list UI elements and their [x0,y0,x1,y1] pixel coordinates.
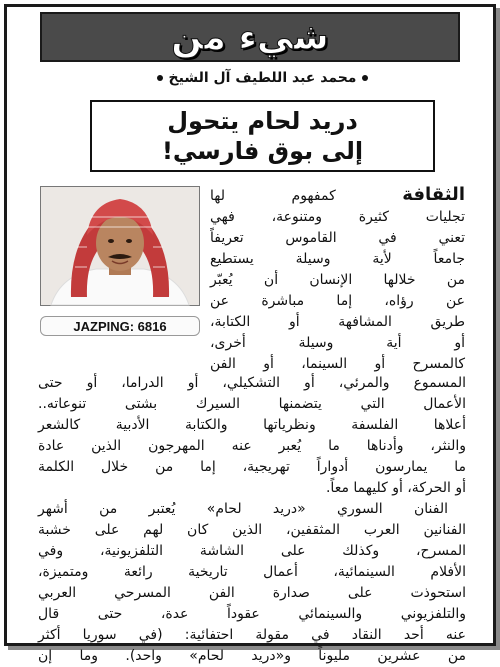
column-title: شيء من [171,16,329,58]
article-line: عنه أحد النقاد في مقولة احتفائية: (في سوريا أكثر [38,627,466,643]
article-line: أو أية وسيلة أخرى، [210,335,465,351]
article-line: الأعمال التي يتضمنها السيرك بشتى تنوعاته.. [38,396,466,412]
article-line: أعلاها الفلسفة ونظرياتها والكتابة الأدبية كالشعر [38,417,466,433]
article-line: أو الحركة، أو كليهما معاً. [325,480,466,496]
column-header-band [40,12,460,62]
article-line: الفنانين العرب المثقفين، الذين كان لهم على خشبة [38,522,466,538]
article-line: من خلالها الإنسان أن يُعبّر [210,272,465,288]
article-lead-word: الثقافة [402,184,465,205]
article-line: والتلفزيوني والسينمائي عقوداً عدة، حتى قال [38,606,466,622]
author-portrait-image [41,187,199,305]
article-line: كالمسرح أو السينما، أو الفن [210,356,465,372]
article-full-width-text [38,373,466,667]
headline-box [90,100,435,172]
article-line: المسموع والمرئي، أو التشكيلي، أو الدراما، أو حتى [38,375,466,391]
author-name: محمد عبد اللطيف آل الشيخ [168,70,357,86]
article-line [210,184,465,207]
article-line: جامعاً لأية وسيلة يستطيع [210,251,465,267]
article-line: من عشرين مليوناً و«دريد لحام» واحد). وما إن [38,648,466,664]
article-line: تجليات كثيرة ومتنوعة، فهي [210,209,465,225]
photo-id-badge: JAZPING: 6816 [40,316,200,336]
article-line: المسرح، وكذلك على الشاشة التلفزيونية، وفي [38,543,466,559]
article-line-text: كمفهوم لها [210,188,403,204]
article-line: ما يمارسون أدواراً تهريجية، إما من خلال الكلمة [38,459,466,475]
article-line: الفنان السوري «دريد لحام» يُعتبر من أشهر [38,501,448,517]
article-line: طريق المشافهة أو الكتابة، [210,314,465,330]
article-line: استحوذت على صدارة الفن المسرحي العربي [38,585,466,601]
author-byline [70,66,455,90]
article-line: الأفلام السينمائية، أعمال تاريخية رائعة ومتميزة، [38,564,466,580]
bullet-icon [157,75,163,81]
headline-line-1: دريد لحام يتحول [167,107,358,135]
article-line: تعني في القاموس تعريفاً [210,230,465,246]
bullet-icon [362,75,368,81]
author-photo [40,186,200,306]
headline-line-2: إلى بوق فارسي! [161,137,364,165]
article-line: والنثر، وأدناها ما يُعبر عنه المهرجون الذين عادة [38,438,466,454]
article-right-column [210,184,465,375]
article-line: عن رؤاه، إما مباشرة عن [210,293,465,309]
